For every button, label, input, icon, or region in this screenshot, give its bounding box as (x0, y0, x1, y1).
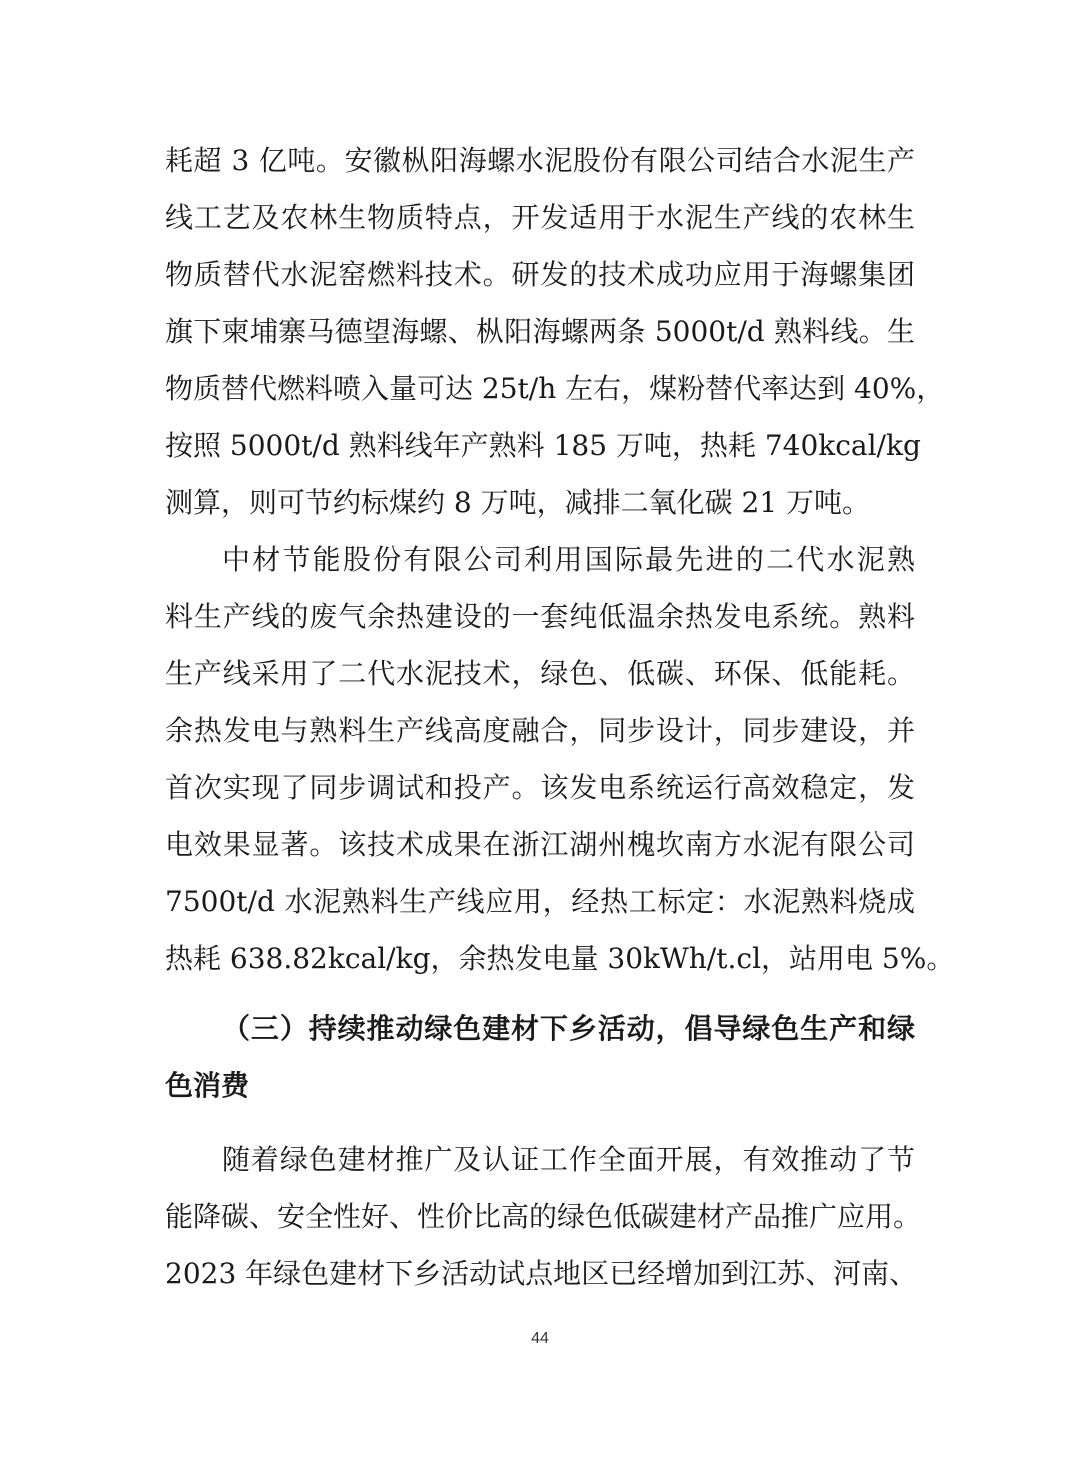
text-line: 物质替代水泥窑燃料技术。研发的技术成功应用于海螺集团 (165, 258, 915, 291)
text-line: 耗超 3 亿吨。安徽枞阳海螺水泥股份有限公司结合水泥生产 (165, 144, 915, 177)
text-line: 2023 年绿色建材下乡活动试点地区已经增加到江苏、河南、 (165, 1257, 918, 1290)
text-line: 余热发电与熟料生产线高度融合，同步设计，同步建设，并 (165, 714, 915, 747)
text-line: 生产线采用了二代水泥技术，绿色、低碳、环保、低能耗。 (165, 657, 915, 690)
text-line: 电效果显著。该技术成果在浙江湖州槐坎南方水泥有限公司 (165, 828, 915, 861)
text-line: 物质替代燃料喷入量可达 25t/h 左右，煤粉替代率达到 40%， (165, 372, 945, 405)
text-line: 随着绿色建材推广及认证工作全面开展，有效推动了节 (222, 1143, 915, 1176)
text-line: 能降碳、安全性好、性价比高的绿色低碳建材产品推广应用。 (165, 1200, 922, 1233)
text-line: 首次实现了同步调试和投产。该发电系统运行高效稳定，发 (165, 771, 915, 804)
text-line: 线工艺及农林生物质特点，开发适用于水泥生产线的农林生 (165, 201, 915, 234)
text-line: 测算，则可节约标煤约 8 万吨，减排二氧化碳 21 万吨。 (165, 486, 871, 519)
text-line: 热耗 638.82kcal/kg，余热发电量 30kWh/t.cl，站用电 5%。 (165, 942, 955, 975)
text-line: 中材节能股份有限公司利用国际最先进的二代水泥熟 (222, 543, 915, 576)
text-line: 旗下柬埔寨马德望海螺、枞阳海螺两条 5000t/d 熟料线。生 (165, 315, 915, 348)
text-line: 按照 5000t/d 熟料线年产熟料 185 万吨，热耗 740kcal/kg (165, 429, 921, 462)
text-line: 料生产线的废气余热建设的一套纯低温余热发电系统。熟料 (165, 600, 915, 633)
text-line: 7500t/d 水泥熟料生产线应用，经热工标定：水泥熟料烧成 (165, 885, 915, 918)
heading-line: 色消费 (165, 1069, 250, 1102)
page-number: 44 (531, 1330, 549, 1347)
heading-line: （三）持续推动绿色建材下乡活动，倡导绿色生产和绿 (222, 1012, 915, 1045)
